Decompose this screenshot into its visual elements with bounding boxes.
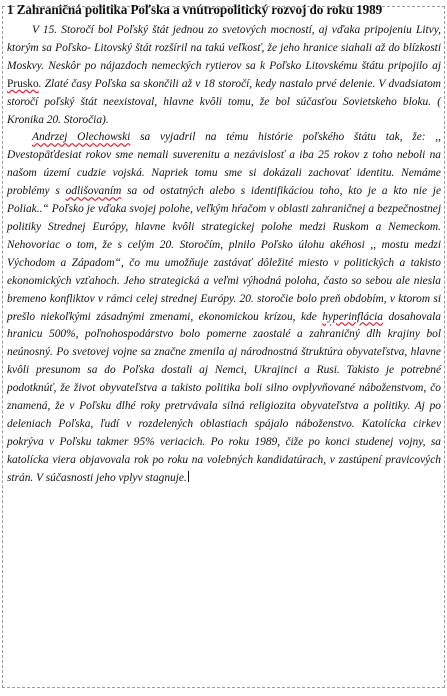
word-odlisovanim: odlišovaním: [65, 185, 122, 198]
page-title: 1 Zahraničná politika Poľska a vnútropolitický rozvoj do roku 1989: [7, 2, 383, 17]
paragraph-2-text-b: sa od ostatných alebo s identifikáciou toho, kto je a kto nie je Poliak..“ Poľsko je vďaka svojej polohe, veľkým hŕačom v oblasti zahraničnej a bezpečnostnej politiky Strednej Európy, hlavne kvôli strategickej polohe medzi Ruskom a Nemeckom. Nehovoriac o tom, že s celým 20. Storočím, plnilo Poľsko úlohu akéhosi ,, mostu medzi Východom a Západom“, čo mu umožňuje zastávať dôležité miesto v politických a takisto ekonomických vzťahoch. Jeho strategická a veľmi výhodná poloha, často so sebou ale niesla bremeno konfliktov v rámci celej strednej Európy. 20. storočie bolo preň obdobím, v ktorom si prešlo niekoľkými zásadnými zmenami, ekonomickou krízou, kde: [7, 185, 442, 323]
document-body: [7, 22, 441, 488]
paragraph-1-text-a: V 15. Storočí bol Poľský štát jednou zo svetových mocností, aj vďaka pripojeniu Litvy, ktorým sa Poľsko- Litovský štát rozšíril na takú veľkosť, že jeho hranice siahali až do blízkosti Moskvy. Neskôr po nájazdoch nemeckých rytierov sa k Poľsko Litovskému štátu pripojilo aj: [7, 24, 441, 72]
paragraph-2-text-a: sa vyjadril na tému histórie poľského štátu tak, že: ,, Dvestopäťdesiat rokov sme nemali suverenitu a nezávislosť a iba 25 rokov z toho neboli na našom území cudzie vojská. Napriek tomu sme si dokázali zachovať identitu. Nemáme problémy s: [7, 131, 441, 198]
paragraph-1: [7, 22, 441, 129]
paragraph-2-text-c: dosahovala hranicu 500%, poľnohospodárstvo bolo pomerne zaostalé a zahraničný dlh krajiny bol neúnosný. Po svetovej vojne sa značne zmenila aj národnostná štruktúra obyvateľstva, hlavne kvôli presunom sa do Poľska dostali aj Nemci, Ukrajinci a Rusi. Takisto je potrebné podotknúť, že život obyvateľstva a takisto politika boli silno ovplyvňované náboženstvom, čo znamená, že v Poľsku dlhé roky pretrvávala silná religiozita obyvateľstva a politiky. Aj po deleniach Poľska, ľudí v rozdelených oblastiach spájalo náboženstvo. Katolícka cirkev pokrýva v Poľsku takmer 95% veriacich. Po roku 1989, čiže po konci studenej vojny, sa katolícka viera objavovala rok po roku na volebných kandidatúrach, v zastúpení pravicových strán. V súčasnosti jeho vplyv stagnuje.: [7, 310, 441, 484]
text-cursor: [188, 471, 189, 482]
author-name: Andrzej Olechowski: [32, 131, 131, 144]
word-prusko: Prusko: [7, 77, 39, 90]
paragraph-2: [7, 129, 441, 487]
paragraph-1-text-b: . Zlaté časy Poľska sa skončili až v 18 storočí, kedy nastalo prvé delenie. V dvadsiatom storočí poľský štát neexistoval, hlavne kvôli tomu, že bol súčasťou Sovietskeho bloku. ( Kronika 20. Storočia).: [7, 77, 441, 126]
word-hyperinflacia: hyperinflácia: [322, 310, 384, 323]
